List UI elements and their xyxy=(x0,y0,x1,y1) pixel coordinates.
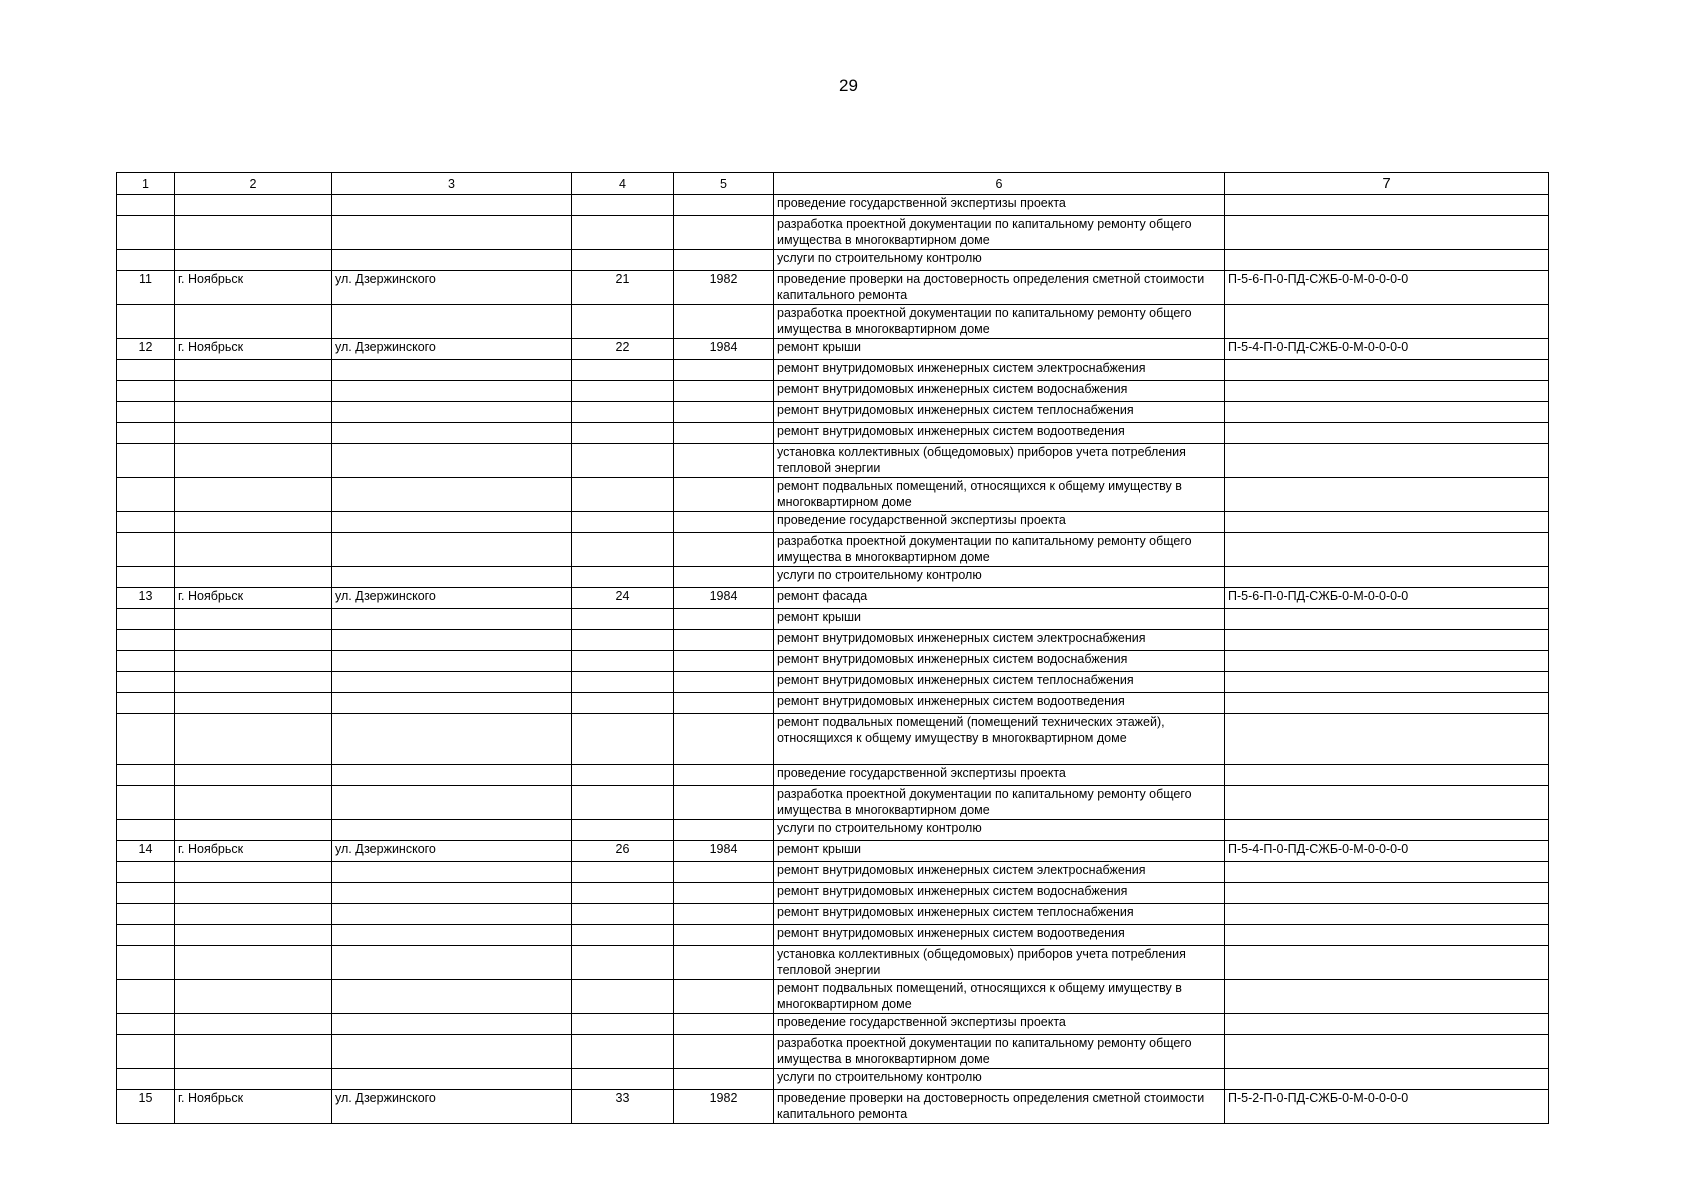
cell-year xyxy=(674,1035,774,1069)
cell-house xyxy=(572,512,674,533)
cell-year xyxy=(674,1069,774,1090)
table-row xyxy=(117,693,1549,714)
cell-work-type: проведение государственной экспертизы проекта xyxy=(774,512,1225,533)
cell-year xyxy=(674,980,774,1014)
table-row xyxy=(117,250,1549,271)
cell-number xyxy=(117,883,175,904)
table-row xyxy=(117,630,1549,651)
cell-year xyxy=(674,423,774,444)
cell-number xyxy=(117,567,175,588)
cell-street xyxy=(332,672,572,693)
cell-street xyxy=(332,444,572,478)
cell-work-type: услуги по строительному контролю xyxy=(774,1069,1225,1090)
cell-city xyxy=(175,567,332,588)
cell-house: 22 xyxy=(572,339,674,360)
cell-work-type: ремонт внутридомовых инженерных систем водоотведения xyxy=(774,693,1225,714)
cell-number xyxy=(117,305,175,339)
cell-work-type: разработка проектной документации по капитальному ремонту общего имущества в многоквартирном доме xyxy=(774,786,1225,820)
cell-number: 14 xyxy=(117,841,175,862)
cell-work-type: проведение государственной экспертизы проекта xyxy=(774,765,1225,786)
cell-year: 1982 xyxy=(674,271,774,305)
cell-code xyxy=(1225,862,1549,883)
cell-year xyxy=(674,820,774,841)
cell-street xyxy=(332,381,572,402)
cell-number: 11 xyxy=(117,271,175,305)
table-body xyxy=(117,195,1549,1124)
cell-work-type: установка коллективных (общедомовых) приборов учета потребления тепловой энергии xyxy=(774,444,1225,478)
table-row xyxy=(117,1069,1549,1090)
cell-number xyxy=(117,714,175,765)
cell-street xyxy=(332,250,572,271)
cell-house xyxy=(572,883,674,904)
cell-house xyxy=(572,946,674,980)
cell-number xyxy=(117,980,175,1014)
cell-city xyxy=(175,512,332,533)
cell-city xyxy=(175,630,332,651)
cell-city xyxy=(175,1069,332,1090)
cell-house xyxy=(572,980,674,1014)
cell-code xyxy=(1225,1014,1549,1035)
cell-code: П-5-6-П-0-ПД-СЖБ-0-М-0-0-0-0 xyxy=(1225,271,1549,305)
cell-city xyxy=(175,609,332,630)
cell-work-type: услуги по строительному контролю xyxy=(774,250,1225,271)
cell-work-type: проведение проверки на достоверность определения сметной стоимости капитального ремонта xyxy=(774,1090,1225,1124)
page-number: 29 xyxy=(839,76,858,95)
cell-code xyxy=(1225,250,1549,271)
cell-city: г. Ноябрьск xyxy=(175,588,332,609)
cell-year xyxy=(674,216,774,250)
column-header-4: 4 xyxy=(572,173,674,195)
table-row xyxy=(117,1035,1549,1069)
cell-house xyxy=(572,651,674,672)
cell-code xyxy=(1225,1035,1549,1069)
cell-city xyxy=(175,672,332,693)
table-row xyxy=(117,714,1549,765)
cell-year xyxy=(674,195,774,216)
cell-work-type: проведение проверки на достоверность определения сметной стоимости капитального ремонта xyxy=(774,271,1225,305)
cell-city xyxy=(175,765,332,786)
cell-street xyxy=(332,946,572,980)
cell-work-type: ремонт крыши xyxy=(774,339,1225,360)
table-row xyxy=(117,651,1549,672)
cell-house: 21 xyxy=(572,271,674,305)
table-row xyxy=(117,672,1549,693)
cell-house xyxy=(572,714,674,765)
table-row xyxy=(117,820,1549,841)
cell-year xyxy=(674,360,774,381)
column-header-6: 6 xyxy=(774,173,1225,195)
cell-number xyxy=(117,402,175,423)
cell-street: ул. Дзержинского xyxy=(332,588,572,609)
cell-code xyxy=(1225,786,1549,820)
table-row xyxy=(117,786,1549,820)
cell-code xyxy=(1225,651,1549,672)
cell-number xyxy=(117,651,175,672)
cell-work-type: ремонт внутридомовых инженерных систем водоотведения xyxy=(774,925,1225,946)
cell-street xyxy=(332,651,572,672)
cell-street xyxy=(332,693,572,714)
cell-year xyxy=(674,693,774,714)
cell-house xyxy=(572,1069,674,1090)
cell-code: П-5-4-П-0-ПД-СЖБ-0-М-0-0-0-0 xyxy=(1225,339,1549,360)
cell-number xyxy=(117,925,175,946)
cell-house xyxy=(572,1014,674,1035)
cell-city xyxy=(175,820,332,841)
cell-house: 24 xyxy=(572,588,674,609)
cell-house xyxy=(572,609,674,630)
cell-city xyxy=(175,1014,332,1035)
cell-number xyxy=(117,381,175,402)
cell-street xyxy=(332,360,572,381)
cell-house: 26 xyxy=(572,841,674,862)
cell-number xyxy=(117,862,175,883)
cell-work-type: ремонт внутридомовых инженерных систем водоотведения xyxy=(774,423,1225,444)
cell-year: 1982 xyxy=(674,1090,774,1124)
cell-house xyxy=(572,1035,674,1069)
cell-city: г. Ноябрьск xyxy=(175,1090,332,1124)
cell-number: 15 xyxy=(117,1090,175,1124)
cell-city: г. Ноябрьск xyxy=(175,841,332,862)
cell-code xyxy=(1225,512,1549,533)
cell-city xyxy=(175,980,332,1014)
cell-city xyxy=(175,444,332,478)
cell-year xyxy=(674,714,774,765)
cell-year xyxy=(674,630,774,651)
header-row xyxy=(117,173,1549,195)
cell-street xyxy=(332,1014,572,1035)
cell-number xyxy=(117,195,175,216)
cell-street: ул. Дзержинского xyxy=(332,271,572,305)
cell-code xyxy=(1225,305,1549,339)
table-row xyxy=(117,609,1549,630)
cell-city xyxy=(175,402,332,423)
table-row xyxy=(117,305,1549,339)
cell-code xyxy=(1225,478,1549,512)
cell-city: г. Ноябрьск xyxy=(175,271,332,305)
cell-work-type: разработка проектной документации по капитальному ремонту общего имущества в многоквартирном доме xyxy=(774,1035,1225,1069)
cell-house xyxy=(572,693,674,714)
cell-code xyxy=(1225,714,1549,765)
cell-city xyxy=(175,925,332,946)
cell-house xyxy=(572,423,674,444)
cell-code xyxy=(1225,567,1549,588)
cell-work-type: проведение государственной экспертизы проекта xyxy=(774,1014,1225,1035)
table-row xyxy=(117,360,1549,381)
cell-work-type: установка коллективных (общедомовых) приборов учета потребления тепловой энергии xyxy=(774,946,1225,980)
cell-work-type: ремонт внутридомовых инженерных систем теплоснабжения xyxy=(774,672,1225,693)
table-row xyxy=(117,1090,1549,1124)
cell-street xyxy=(332,904,572,925)
cell-code xyxy=(1225,423,1549,444)
cell-code xyxy=(1225,883,1549,904)
table-row xyxy=(117,567,1549,588)
column-header-7: 7 xyxy=(1225,173,1549,195)
cell-work-type: ремонт подвальных помещений, относящихся к общему имуществу в многоквартирном доме xyxy=(774,478,1225,512)
cell-street xyxy=(332,216,572,250)
cell-work-type: ремонт внутридомовых инженерных систем теплоснабжения xyxy=(774,402,1225,423)
cell-code xyxy=(1225,216,1549,250)
cell-year xyxy=(674,946,774,980)
cell-year xyxy=(674,402,774,423)
cell-year: 1984 xyxy=(674,339,774,360)
table-row xyxy=(117,925,1549,946)
table-row xyxy=(117,216,1549,250)
cell-house xyxy=(572,862,674,883)
table-row xyxy=(117,533,1549,567)
cell-street xyxy=(332,980,572,1014)
cell-street xyxy=(332,862,572,883)
cell-code xyxy=(1225,925,1549,946)
cell-street xyxy=(332,609,572,630)
cell-street: ул. Дзержинского xyxy=(332,841,572,862)
cell-house: 33 xyxy=(572,1090,674,1124)
table-row xyxy=(117,271,1549,305)
cell-code xyxy=(1225,904,1549,925)
cell-code xyxy=(1225,1069,1549,1090)
cell-street xyxy=(332,1035,572,1069)
column-header-5: 5 xyxy=(674,173,774,195)
table-row xyxy=(117,980,1549,1014)
cell-number xyxy=(117,1014,175,1035)
cell-city xyxy=(175,381,332,402)
cell-house xyxy=(572,567,674,588)
cell-city xyxy=(175,1035,332,1069)
cell-code: П-5-2-П-0-ПД-СЖБ-0-М-0-0-0-0 xyxy=(1225,1090,1549,1124)
cell-work-type: разработка проектной документации по капитальному ремонту общего имущества в многоквартирном доме xyxy=(774,305,1225,339)
cell-code xyxy=(1225,381,1549,402)
cell-code: П-5-6-П-0-ПД-СЖБ-0-М-0-0-0-0 xyxy=(1225,588,1549,609)
cell-code xyxy=(1225,693,1549,714)
cell-street xyxy=(332,786,572,820)
cell-number xyxy=(117,250,175,271)
table-row xyxy=(117,339,1549,360)
table-row xyxy=(117,841,1549,862)
cell-work-type: ремонт крыши xyxy=(774,609,1225,630)
cell-street: ул. Дзержинского xyxy=(332,1090,572,1124)
cell-work-type: проведение государственной экспертизы проекта xyxy=(774,195,1225,216)
cell-work-type: ремонт подвальных помещений, относящихся к общему имуществу в многоквартирном доме xyxy=(774,980,1225,1014)
cell-year xyxy=(674,672,774,693)
cell-street xyxy=(332,630,572,651)
cell-street xyxy=(332,567,572,588)
cell-house xyxy=(572,360,674,381)
cell-work-type: разработка проектной документации по капитальному ремонту общего имущества в многоквартирном доме xyxy=(774,216,1225,250)
cell-code xyxy=(1225,980,1549,1014)
cell-house xyxy=(572,925,674,946)
cell-year xyxy=(674,381,774,402)
cell-year xyxy=(674,512,774,533)
cell-street xyxy=(332,512,572,533)
cell-code: П-5-4-П-0-ПД-СЖБ-0-М-0-0-0-0 xyxy=(1225,841,1549,862)
cell-number xyxy=(117,786,175,820)
cell-work-type: ремонт внутридомовых инженерных систем водоснабжения xyxy=(774,381,1225,402)
cell-number xyxy=(117,360,175,381)
cell-year xyxy=(674,765,774,786)
cell-house xyxy=(572,250,674,271)
cell-year xyxy=(674,862,774,883)
cell-house xyxy=(572,216,674,250)
cell-house xyxy=(572,672,674,693)
cell-year xyxy=(674,444,774,478)
cell-number xyxy=(117,216,175,250)
cell-house xyxy=(572,786,674,820)
cell-house xyxy=(572,444,674,478)
cell-year: 1984 xyxy=(674,588,774,609)
cell-city xyxy=(175,862,332,883)
column-header-2: 2 xyxy=(175,173,332,195)
cell-house xyxy=(572,533,674,567)
cell-work-type: ремонт подвальных помещений (помещений технических этажей), относящихся к общему имуществу в многоквартирном доме xyxy=(774,714,1225,765)
cell-code xyxy=(1225,672,1549,693)
cell-number xyxy=(117,478,175,512)
table-row xyxy=(117,883,1549,904)
cell-city xyxy=(175,946,332,980)
cell-code xyxy=(1225,533,1549,567)
cell-city xyxy=(175,714,332,765)
table-row xyxy=(117,512,1549,533)
cell-street xyxy=(332,423,572,444)
cell-house xyxy=(572,904,674,925)
cell-street: ул. Дзержинского xyxy=(332,339,572,360)
table-row xyxy=(117,1014,1549,1035)
cell-number: 13 xyxy=(117,588,175,609)
cell-year xyxy=(674,904,774,925)
cell-year xyxy=(674,533,774,567)
table-row xyxy=(117,862,1549,883)
table-row xyxy=(117,904,1549,925)
cell-number xyxy=(117,693,175,714)
cell-street xyxy=(332,820,572,841)
cell-work-type: услуги по строительному контролю xyxy=(774,567,1225,588)
cell-street xyxy=(332,478,572,512)
cell-work-type: ремонт внутридомовых инженерных систем водоснабжения xyxy=(774,651,1225,672)
cell-house xyxy=(572,630,674,651)
table-row xyxy=(117,381,1549,402)
cell-code xyxy=(1225,820,1549,841)
table-row xyxy=(117,588,1549,609)
cell-house xyxy=(572,478,674,512)
cell-year xyxy=(674,250,774,271)
cell-street xyxy=(332,1069,572,1090)
cell-year xyxy=(674,1014,774,1035)
cell-year xyxy=(674,478,774,512)
cell-street xyxy=(332,305,572,339)
cell-work-type: ремонт внутридомовых инженерных систем электроснабжения xyxy=(774,360,1225,381)
table-row xyxy=(117,423,1549,444)
cell-city xyxy=(175,904,332,925)
cell-number xyxy=(117,630,175,651)
cell-work-type: ремонт внутридомовых инженерных систем электроснабжения xyxy=(774,630,1225,651)
column-header-1: 1 xyxy=(117,173,175,195)
cell-street xyxy=(332,925,572,946)
cell-number xyxy=(117,609,175,630)
cell-city xyxy=(175,478,332,512)
cell-work-type: ремонт внутридомовых инженерных систем водоснабжения xyxy=(774,883,1225,904)
cell-work-type: ремонт внутридомовых инженерных систем электроснабжения xyxy=(774,862,1225,883)
capital-repair-table xyxy=(116,172,1549,1124)
table-row xyxy=(117,946,1549,980)
cell-street xyxy=(332,714,572,765)
cell-number xyxy=(117,533,175,567)
cell-year xyxy=(674,786,774,820)
cell-street xyxy=(332,533,572,567)
cell-number xyxy=(117,1035,175,1069)
cell-house xyxy=(572,305,674,339)
cell-code xyxy=(1225,402,1549,423)
cell-street xyxy=(332,883,572,904)
cell-number xyxy=(117,820,175,841)
cell-city xyxy=(175,216,332,250)
cell-code xyxy=(1225,195,1549,216)
cell-house xyxy=(572,402,674,423)
cell-year xyxy=(674,883,774,904)
cell-number xyxy=(117,512,175,533)
cell-city xyxy=(175,533,332,567)
cell-year xyxy=(674,925,774,946)
table-row xyxy=(117,402,1549,423)
cell-code xyxy=(1225,765,1549,786)
cell-work-type: ремонт внутридомовых инженерных систем теплоснабжения xyxy=(774,904,1225,925)
cell-city xyxy=(175,305,332,339)
cell-year: 1984 xyxy=(674,841,774,862)
cell-work-type: ремонт крыши xyxy=(774,841,1225,862)
table-row xyxy=(117,478,1549,512)
cell-house xyxy=(572,381,674,402)
cell-number xyxy=(117,444,175,478)
cell-street xyxy=(332,402,572,423)
cell-year xyxy=(674,651,774,672)
cell-city: г. Ноябрьск xyxy=(175,339,332,360)
cell-code xyxy=(1225,946,1549,980)
cell-city xyxy=(175,883,332,904)
cell-number xyxy=(117,765,175,786)
cell-year xyxy=(674,609,774,630)
cell-number xyxy=(117,946,175,980)
cell-work-type: услуги по строительному контролю xyxy=(774,820,1225,841)
cell-city xyxy=(175,693,332,714)
cell-work-type: разработка проектной документации по капитальному ремонту общего имущества в многоквартирном доме xyxy=(774,533,1225,567)
cell-house xyxy=(572,195,674,216)
table-row xyxy=(117,195,1549,216)
cell-city xyxy=(175,360,332,381)
cell-number: 12 xyxy=(117,339,175,360)
cell-year xyxy=(674,305,774,339)
cell-code xyxy=(1225,630,1549,651)
cell-house xyxy=(572,820,674,841)
cell-city xyxy=(175,786,332,820)
cell-code xyxy=(1225,360,1549,381)
cell-number xyxy=(117,1069,175,1090)
cell-street xyxy=(332,765,572,786)
cell-city xyxy=(175,195,332,216)
cell-year xyxy=(674,567,774,588)
cell-number xyxy=(117,904,175,925)
cell-city xyxy=(175,423,332,444)
cell-city xyxy=(175,651,332,672)
cell-code xyxy=(1225,609,1549,630)
cell-street xyxy=(332,195,572,216)
cell-house xyxy=(572,765,674,786)
cell-number xyxy=(117,672,175,693)
table-row xyxy=(117,444,1549,478)
cell-city xyxy=(175,250,332,271)
cell-work-type: ремонт фасада xyxy=(774,588,1225,609)
cell-code xyxy=(1225,444,1549,478)
column-header-3: 3 xyxy=(332,173,572,195)
table-row xyxy=(117,765,1549,786)
cell-number xyxy=(117,423,175,444)
